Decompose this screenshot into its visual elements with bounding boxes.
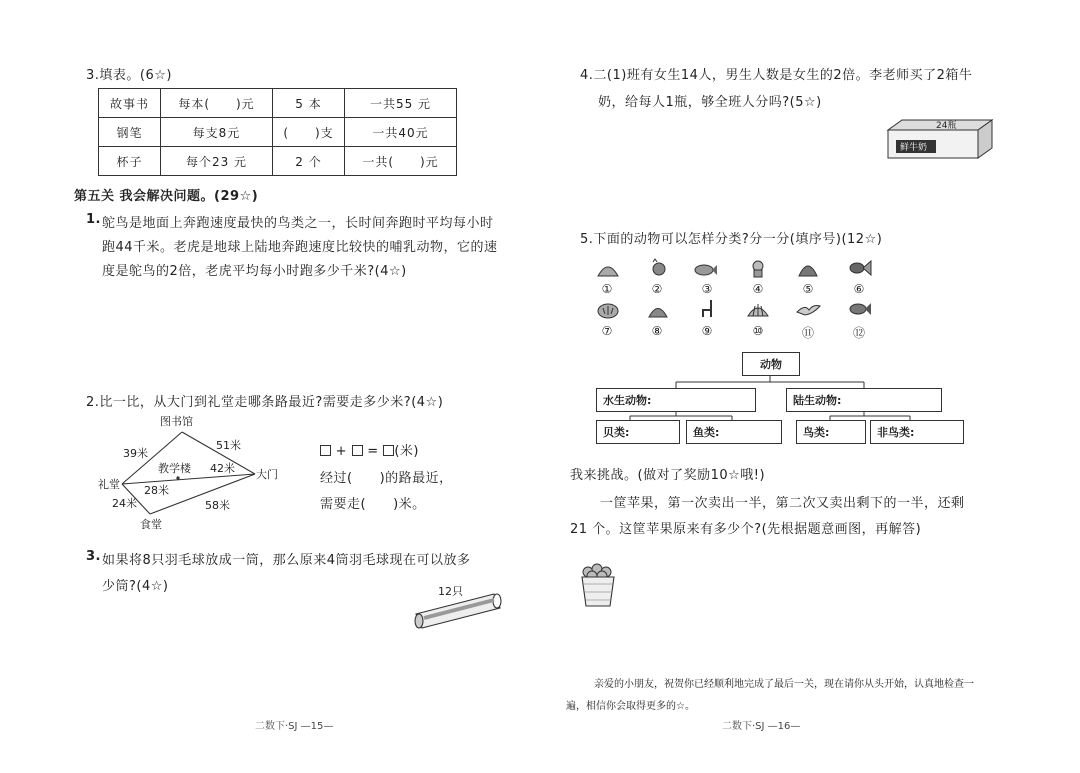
animal-number: ⑫ <box>852 326 865 340</box>
closing-line2: 遍，相信你会取得更多的☆。 <box>566 701 695 712</box>
milk-count: 24瓶 <box>936 121 957 131</box>
q4-line1: 4.二(1)班有女生14人，男生人数是女生的2倍。李老师买了2箱牛 <box>580 68 973 83</box>
label-library: 图书馆 <box>160 415 193 428</box>
q3-fill-table-title: 3.填表。(6☆) <box>86 68 172 83</box>
tree-aquatic: 水生动物: <box>596 388 756 412</box>
q2-answer-line2: 需要走( )米。 <box>320 497 426 512</box>
dist-library-gate: 51米 <box>216 439 241 452</box>
equation-unit: (米) <box>394 444 419 459</box>
tree-non-birds: 非鸟类: <box>870 420 964 444</box>
label-hall: 礼堂 <box>98 478 120 491</box>
table-cell: 每支8元 <box>161 118 273 147</box>
q5-title: 5.下面的动物可以怎样分类?分一分(填序号)(12☆) <box>580 232 883 247</box>
table-cell: 每个23 元 <box>161 147 273 176</box>
animal-number: ⑥ <box>853 282 865 296</box>
q3-line1: 如果将8只羽毛球放成一筒，那么原来4筒羽毛球现在可以放多 <box>102 553 471 568</box>
milk-brand: 鲜牛奶 <box>900 143 928 153</box>
table-cell: 5 本 <box>273 89 345 118</box>
tree-birds: 鸟类: <box>796 420 866 444</box>
table-cell: 钢笔 <box>99 118 161 147</box>
label-teaching-building: 教学楼 <box>158 462 191 475</box>
milk-box-icon <box>884 116 999 162</box>
blank-box <box>383 445 394 456</box>
rooster-icon <box>645 258 671 278</box>
dist-hall-library: 39米 <box>123 447 148 460</box>
right-footer: 二数下·SJ —16— <box>722 721 801 732</box>
apple-basket-icon <box>578 562 618 608</box>
table-cell: 故事书 <box>99 89 161 118</box>
animal-number: ⑧ <box>651 324 663 338</box>
q2-answer-line1: 经过( )的路最近， <box>320 471 453 486</box>
dist-hall-canteen: 24米 <box>112 497 137 510</box>
animal-number: ④ <box>752 282 764 296</box>
table-cell: 杯子 <box>99 147 161 176</box>
challenge-title: 我来挑战。(做对了奖励10☆哦!) <box>570 468 766 483</box>
q3-number: 3. <box>86 549 101 564</box>
goldfish-icon <box>846 258 872 278</box>
q2-equation: + = (米) <box>320 440 419 459</box>
shell-icon <box>595 260 621 280</box>
table-cell: 每本( )元 <box>161 89 273 118</box>
table-row <box>99 118 457 147</box>
label-canteen: 食堂 <box>140 518 162 531</box>
animal-number: ③ <box>701 282 713 296</box>
q1-line: 度是鸵鸟的2倍，老虎平均每小时跑多少千米?(4☆) <box>102 264 407 279</box>
campus-map <box>90 412 290 537</box>
bird-icon <box>795 300 821 320</box>
q2-title: 2.比一比，从大门到礼堂走哪条路最近?需要走多少米?(4☆) <box>86 395 444 410</box>
animal-number: ⑦ <box>601 324 613 338</box>
table-row <box>99 147 457 176</box>
shell-icon <box>645 300 671 320</box>
table-cell: 2 个 <box>273 147 345 176</box>
tree-root: 动物 <box>742 352 800 376</box>
monkey-icon <box>745 258 771 278</box>
tube-label: 12只 <box>438 585 463 598</box>
challenge-line2: 21 个。这筐苹果原来有多少个?(先根据题意画图，再解答) <box>570 522 922 537</box>
fish-icon <box>846 298 872 318</box>
table-row <box>99 89 457 118</box>
shell-icon <box>795 258 821 278</box>
dist-canteen-gate: 58米 <box>205 499 230 512</box>
teaching-building-dot <box>176 476 179 479</box>
blank-box <box>352 445 363 456</box>
q1-line: 鸵鸟是地面上奔跑速度最快的鸟类之一，长时间奔跑时平均每小时 <box>102 216 494 231</box>
tree-fish: 鱼类: <box>686 420 782 444</box>
table-cell: ( )支 <box>273 118 345 147</box>
fill-table <box>98 88 457 176</box>
challenge-line1: 一筐苹果，第一次卖出一半，第二次又卖出剩下的一半，还剩 <box>600 496 965 511</box>
animal-number: ⑪ <box>801 326 814 340</box>
q1-line: 跑44千米。老虎是地球上陆地奔跑速度比较快的哺乳动物，它的速 <box>102 240 498 255</box>
closing-line1: 亲爱的小朋友，祝贺你已经顺利地完成了最后一关，现在请你从头开始，认真地检查一 <box>594 679 974 690</box>
label-gate: 大门 <box>256 468 278 481</box>
tiger-icon <box>595 300 621 320</box>
path-hall-gate <box>122 474 255 484</box>
q1-number: 1. <box>86 212 101 227</box>
q4-line2: 奶，给每人1瓶，够全班人分吗?(5☆) <box>598 95 822 110</box>
table-cell: 一共55 元 <box>345 89 457 118</box>
table-cell: 一共40元 <box>345 118 457 147</box>
giraffe-icon <box>695 298 721 318</box>
fish-icon <box>692 260 718 280</box>
blank-box <box>320 445 331 456</box>
table-cell: 一共( )元 <box>345 147 457 176</box>
section5-title: 第五关 我会解决问题。(29☆) <box>74 189 259 204</box>
dist-hall-teaching: 28米 <box>144 484 169 497</box>
tree-shellfish: 贝类: <box>596 420 680 444</box>
animal-number: ① <box>601 282 613 296</box>
animal-number: ⑩ <box>752 324 764 338</box>
tree-land: 陆生动物: <box>786 388 942 412</box>
dist-teaching-gate: 42米 <box>210 462 235 475</box>
left-footer: 二数下·SJ —15— <box>255 721 334 732</box>
scallop-icon <box>745 300 771 320</box>
animal-number: ⑤ <box>802 282 814 296</box>
shuttlecock-tube-icon <box>410 592 505 630</box>
animal-number: ⑨ <box>701 324 713 338</box>
q3-line2: 少筒?(4☆) <box>102 579 169 594</box>
animal-number: ② <box>651 282 663 296</box>
